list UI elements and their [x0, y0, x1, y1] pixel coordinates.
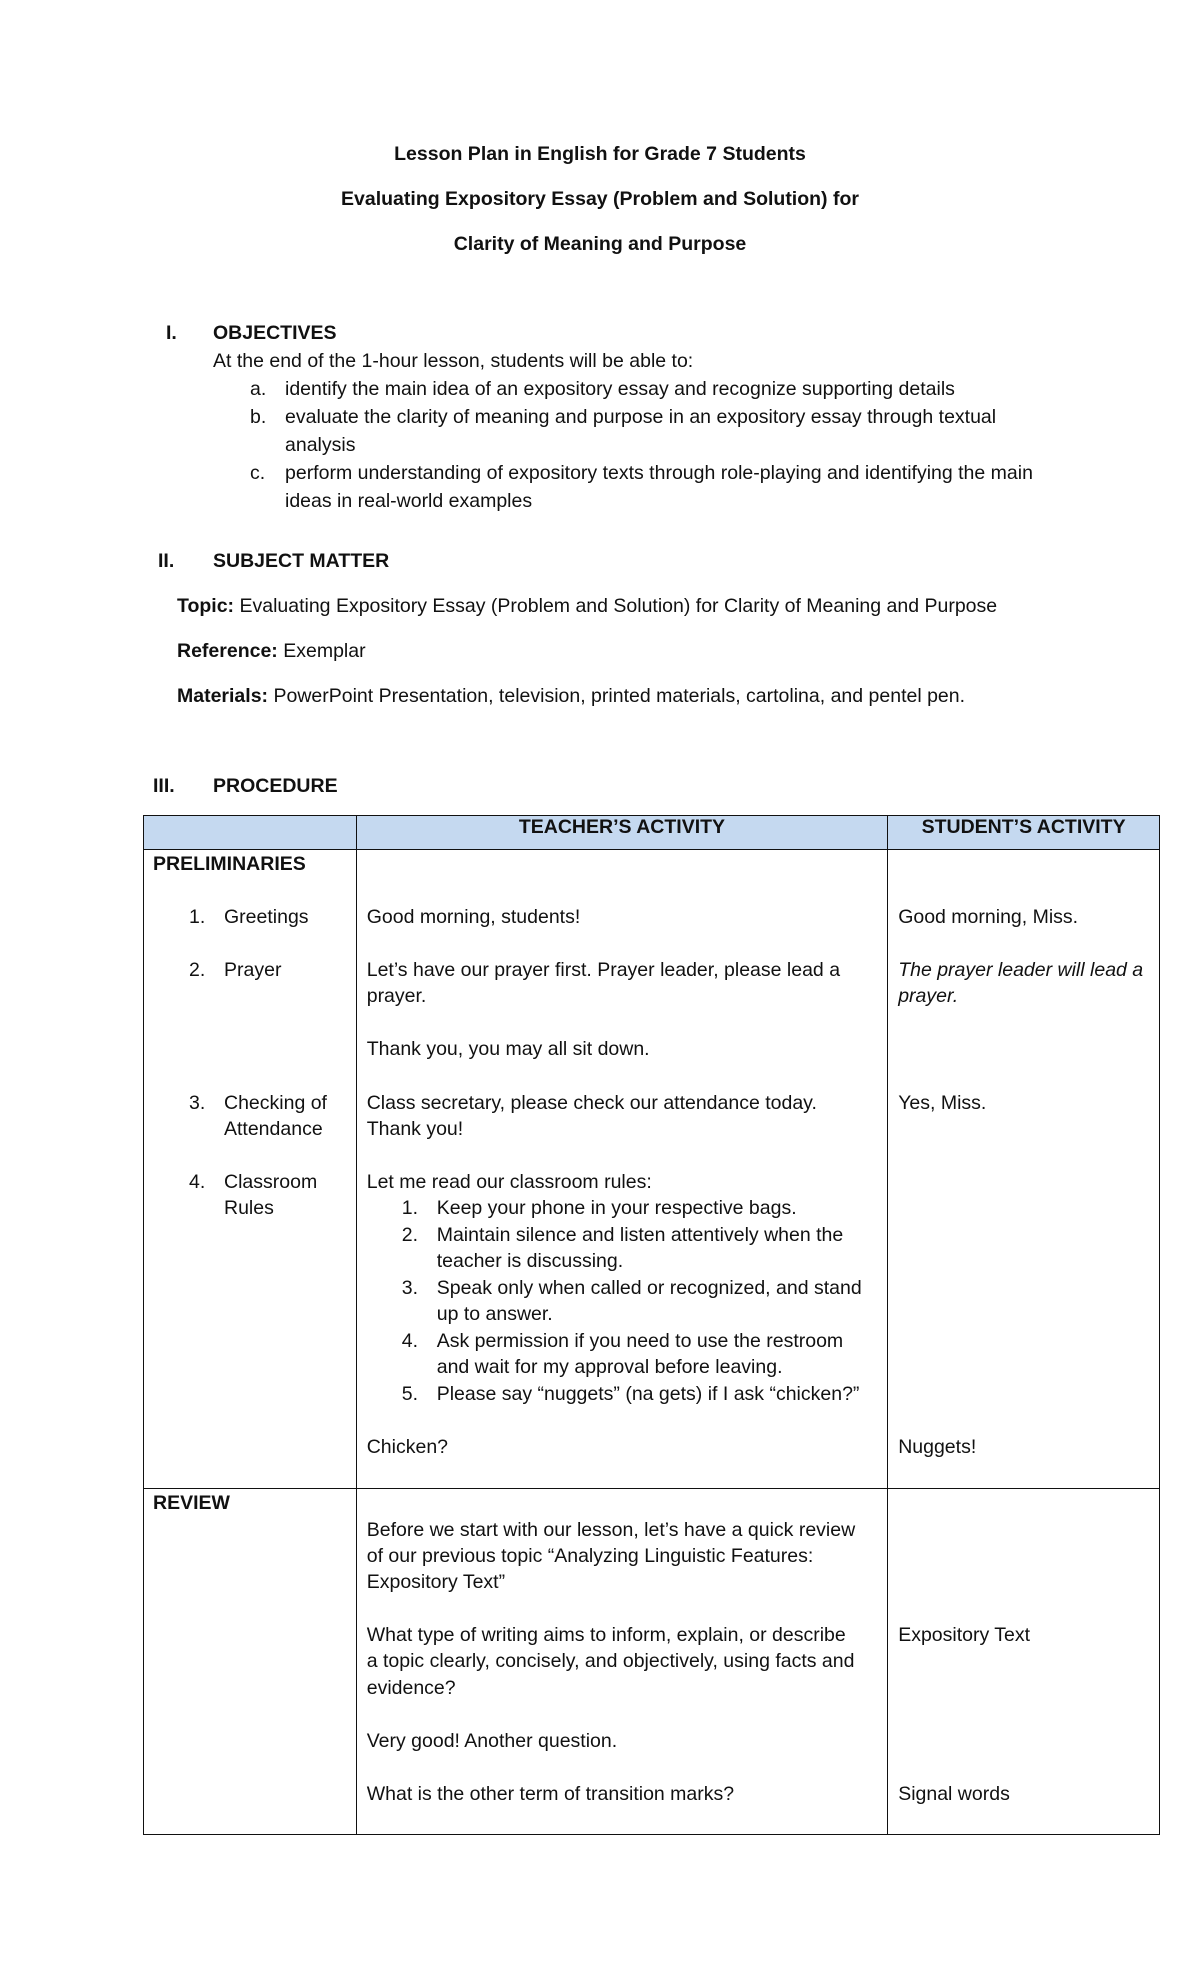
student-attendance: Yes, Miss.: [898, 1092, 987, 1114]
student-greeting: Good morning, Miss.: [898, 906, 1079, 928]
teacher-attendance: Class secretary, please check our attendance today.: [366, 1092, 817, 1114]
title-line-3: Clarity of Meaning and Purpose: [453, 233, 747, 255]
student-nuggets: Nuggets!: [898, 1436, 977, 1458]
review-intro: Expository Text”: [366, 1571, 506, 1593]
teacher-attendance: Thank you!: [366, 1118, 464, 1140]
rule-text: Speak only when called or recognized, and stand: [436, 1277, 862, 1299]
table-row: [144, 850, 1160, 1489]
preliminaries-cell: [144, 850, 357, 1489]
topic-line: [177, 595, 997, 618]
rule-text: and wait for my approval before leaving.: [436, 1356, 783, 1378]
header-empty-cell: [144, 816, 357, 850]
header-teacher: TEACHER’S ACTIVITY: [356, 816, 887, 850]
review-label: REVIEW: [153, 1492, 230, 1514]
step-label: Checking of: [224, 1092, 327, 1114]
objective-text: ideas in real-world examples: [285, 490, 533, 512]
teacher-chicken: Chicken?: [366, 1436, 449, 1458]
step-label: Classroom: [224, 1171, 318, 1193]
review-student-cell: [888, 1489, 1160, 1835]
reference-label: Reference:: [177, 640, 278, 662]
rule-text: teacher is discussing.: [436, 1250, 624, 1272]
topic-label: Topic:: [177, 595, 235, 617]
subject-numeral: II.: [158, 550, 175, 572]
review-praise: Very good! Another question.: [366, 1730, 618, 1752]
student-prayer: The prayer leader will lead a: [898, 959, 1144, 981]
rule-number: 5.: [401, 1383, 418, 1405]
rule-text: Ask permission if you need to use the restroom: [436, 1330, 844, 1352]
teacher-prayer: Let’s have our prayer first. Prayer leader, please lead a: [366, 959, 841, 981]
student-prayer: prayer.: [898, 985, 959, 1007]
materials-line: [177, 685, 965, 708]
objective-text: identify the main idea of an expository essay and recognize supporting details: [285, 378, 955, 400]
review-answer-2: Signal words: [898, 1783, 1010, 1805]
step-number: 3.: [189, 1092, 206, 1114]
review-question-1: a topic clearly, concisely, and objectively, using facts and: [366, 1650, 855, 1672]
objective-text: evaluate the clarity of meaning and purpose in an expository essay through textual: [285, 406, 997, 428]
objective-marker: a.: [250, 378, 267, 400]
objectives-intro: At the end of the 1-hour lesson, students will be able to:: [213, 350, 694, 372]
review-intro: Before we start with our lesson, let’s have a quick review: [366, 1519, 856, 1541]
materials-label: Materials:: [177, 685, 269, 707]
step-label: Attendance: [224, 1118, 323, 1140]
step-number: 1.: [189, 906, 206, 928]
review-question-1: evidence?: [366, 1677, 456, 1699]
step-number: 2.: [189, 959, 206, 981]
procedure-table: [143, 815, 1160, 1835]
procedure-numeral: III.: [153, 775, 175, 797]
rule-number: 1.: [401, 1197, 418, 1219]
preliminaries-label: PRELIMINARIES: [153, 853, 306, 875]
review-answer-1: Expository Text: [898, 1624, 1031, 1646]
objectives-numeral: I.: [166, 322, 177, 344]
review-question-1: What type of writing aims to inform, explain, or describe: [366, 1624, 846, 1646]
step-label: Prayer: [224, 959, 282, 981]
rule-text: Please say “nuggets” (na gets) if I ask “chicken?”: [436, 1383, 860, 1405]
rule-text: Maintain silence and listen attentively when the: [436, 1224, 844, 1246]
title-line-1: Lesson Plan in English for Grade 7 Students: [394, 143, 806, 165]
topic-value: Evaluating Expository Essay (Problem and Solution) for Clarity of Meaning and Purpose: [239, 595, 998, 617]
teacher-prayer: prayer.: [366, 985, 427, 1007]
title-line-2: Evaluating Expository Essay (Problem and Solution) for: [341, 188, 859, 210]
reference-line: [177, 640, 366, 663]
rule-number: 4.: [401, 1330, 418, 1352]
rule-number: 2.: [401, 1224, 418, 1246]
step-label: Greetings: [224, 906, 309, 928]
preliminaries-teacher-cell: [356, 850, 887, 1489]
review-question-2: What is the other term of transition marks?: [366, 1783, 735, 1805]
rule-text: Keep your phone in your respective bags.: [436, 1197, 797, 1219]
rules-intro: Let me read our classroom rules:: [366, 1171, 652, 1193]
step-number: 4.: [189, 1171, 206, 1193]
subject-heading: SUBJECT MATTER: [213, 550, 390, 572]
objective-marker: b.: [250, 406, 267, 428]
rule-text: up to answer.: [436, 1303, 553, 1325]
review-intro: of our previous topic “Analyzing Linguistic Features:: [366, 1545, 814, 1567]
header-student: STUDENT’S ACTIVITY: [888, 816, 1160, 850]
teacher-sit: Thank you, you may all sit down.: [366, 1038, 650, 1060]
teacher-greeting: Good morning, students!: [366, 906, 581, 928]
step-label: Rules: [224, 1197, 274, 1219]
objective-text: analysis: [285, 434, 356, 456]
objective-marker: c.: [250, 462, 266, 484]
objective-text: perform understanding of expository texts through role-playing and identifying the main: [285, 462, 1033, 484]
procedure-heading: PROCEDURE: [213, 775, 338, 797]
materials-value: PowerPoint Presentation, television, printed materials, cartolina, and pentel pen.: [273, 685, 966, 707]
preliminaries-student-cell: [888, 850, 1160, 1489]
table-header-row: [144, 816, 1160, 850]
rule-number: 3.: [401, 1277, 418, 1299]
review-teacher-cell: [356, 1489, 887, 1835]
review-cell: [144, 1489, 357, 1835]
table-row: [144, 1489, 1160, 1835]
objectives-heading: OBJECTIVES: [213, 322, 337, 344]
reference-value: Exemplar: [283, 640, 366, 662]
